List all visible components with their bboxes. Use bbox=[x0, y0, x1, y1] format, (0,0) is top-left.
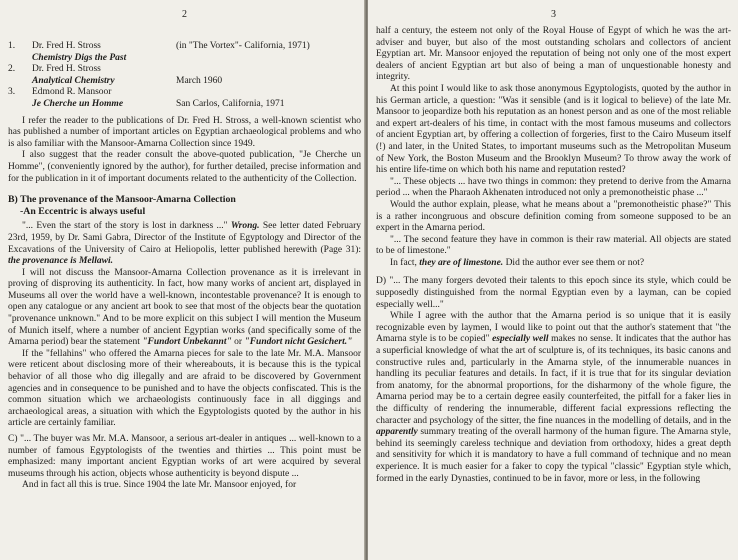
section-subheading: -An Eccentric is always useful bbox=[20, 205, 146, 217]
emphasis-text: they are of limestone. bbox=[419, 257, 504, 268]
paragraph: half a century, the esteem not only of the Royal House of Egypt of which he was the art-adviser and buyer, but also of the most outstanding scholars and collectors of ancient Egyptian art. Mr. Mansoor enjoyed the reputation of being not only one of the most expert dealers of ancient Egyptian art but also of being a man of unquestionable honesty and integrity. bbox=[376, 26, 731, 83]
paragraph-section-c: C) "... The buyer was Mr. M.A. Mansoor, a serious art-dealer in antiques ... well-known to a number of famous Egyptologists of the twenties and thirties ... This point must be emphasized: many important ancient Egyptian works of art were acquired by several museums through his action, objects whose authenticity is beyond dispute ... bbox=[8, 434, 361, 479]
reference-author: Dr. Fred H. Stross bbox=[32, 41, 101, 51]
paragraph bbox=[376, 258, 731, 270]
reference-author: Dr. Fred H. Stross bbox=[32, 64, 101, 75]
emphasis-text: Wrong. bbox=[230, 221, 260, 232]
reference-list bbox=[8, 41, 361, 111]
emphasis-text: "Fundort nicht Gesichert." bbox=[244, 337, 353, 348]
reference-source: San Carlos, California, 1971 bbox=[176, 98, 285, 109]
emphasis-text: especially well bbox=[492, 334, 549, 345]
paragraph: "... The second feature they have in common is their raw material. All objects are stated to be of limestone." bbox=[376, 234, 731, 257]
page-number: 2 bbox=[182, 9, 187, 20]
reference-item bbox=[8, 87, 361, 110]
section-heading: B) The provenance of the Mansoor-Amarna Collection bbox=[8, 194, 236, 206]
paragraph bbox=[8, 221, 361, 267]
body-text: or bbox=[234, 337, 243, 348]
reference-title: Je Cherche un Homme bbox=[32, 98, 124, 109]
reference-item bbox=[8, 64, 361, 87]
body-text: In fact, bbox=[390, 257, 417, 268]
reference-number: 2. bbox=[8, 64, 16, 75]
paragraph: And in fact all this is true. Since 1904 the late Mr. Mansoor enjoyed, for bbox=[22, 480, 297, 491]
quote-text: "... Even the start of the story is lost in darkness ..." bbox=[22, 221, 228, 232]
reference-author-title bbox=[32, 87, 176, 110]
paragraph bbox=[376, 311, 731, 485]
body-text: summary treating of the overall harmony of the human figure. The Amarna style, behind its seemingly careless technique and deviation from orthodoxy, hides a great depth and sensitivity for which it is mandatory to have a full command of technique and no mean experience. It is much easier for a faker to copy the typical "classic" Egyptian style which, formed in the early Dynasties, continued to be in favor, more or less, in the following bbox=[376, 427, 731, 484]
paragraph: I also suggest that the reader consult the above-quoted publication, "Je Cherche un Homme", (conveniently ignored by the author), for further detailed, precise information and for the publication in it of important documents related to the authenticity of the Collection. bbox=[8, 150, 361, 184]
right-page bbox=[368, 0, 738, 560]
left-page bbox=[0, 0, 365, 560]
reference-author-title bbox=[32, 41, 176, 64]
paragraph-section-d: D) "... The many forgers devoted their talents to this epoch since its style, which could be supposedly distinguished from the normal Egyptian even by a layman, can be copied especially well..." bbox=[376, 276, 731, 310]
reference-source: March 1960 bbox=[176, 75, 223, 86]
reference-author: Edmond R. Mansoor bbox=[32, 87, 112, 98]
body-text: See letter dated February 23rd, 1959, by Dr. Sami Gabra, Director of the Institute of Egyptology and Director of the Excavations of the University of Cairo at Heliopolis, letter published herewith (Page 31): bbox=[8, 221, 362, 255]
body-text: makes no sense. It indicates that the author has a superficial knowledge of what the art of sculpture is, of its techniques, its basic canons and constructive rules and, particularly in the Amarna style, of the innumerable nuances in handling its peculiar features and details. In fact, if it is true that for its singular deviation from anatomy, for the abnormal proportions, for the disharmony of the whole figure, the Amarna period may be to a certain degree easily counterfeited, the pitfall for a faker lies in the difficulty of rendering the innumerable, different facial expressions reflecting the character and psychology of the sitter, the fine nuances in the modelling of details, and in the bbox=[376, 334, 731, 426]
body-text: I will not discuss the Mansoor-Amarna Collection provenance as it is irrelevant in proving of disproving its authenticity. In fact, how many works of ancient art, displayed in Museums all over the world have a well-known, incontestable provenance? It is enough to open any catalogue or any ancient art book to see that most of the objects bear the quotation "provenance unknown." And to be more explicit on this subject I will mention the Museum of Munich itself, where a number of ancient Egyptian works (and specifically some of the Amarna period) bear the statement bbox=[8, 267, 361, 348]
body-text: Did the author ever see them or not? bbox=[505, 257, 645, 268]
page-number: 3 bbox=[551, 9, 556, 20]
emphasis-text: "Fundort Unbekannt" bbox=[142, 337, 232, 348]
reference-title: Analytical Chemistry bbox=[32, 75, 115, 86]
paragraph: I refer the reader to the publications of Dr. Fred H. Stross, a well-known scientist who has published a number of important articles on Egyptian archaeological problems and who is also familiar with the Mansoor-Amarna Collection since 1949. bbox=[8, 115, 361, 149]
paragraph: At this point I would like to ask those anonymous Egyptologists, quoted by the author in his German article, a question: "Was it sensible (and is it logical to believe) of the late Mr. Mansoor to jeopardize both his reputation as an honest person and as one of the most reliable and expert art-dealers of his time, in contact with the most famous museums and collectors of ancient Egyptian art, by offering a collection of forgeries, first to the Cairo Museum itself (!) and later, in the United States, to important museums such as the Metropolitan Museum of New York, the Boston Museum and the Brooklyn Museum? To throw away the work of his entire life-time on which both his name and reputation rested? bbox=[376, 83, 731, 176]
paragraph: Would the author explain, please, what he means about a "premonotheistic phase?" This is a rather incongruous and obscure definition coming from someone supposed to be an expert in the Amarna period. bbox=[376, 199, 731, 234]
reference-author-title bbox=[32, 64, 176, 87]
reference-number: 3. bbox=[8, 87, 16, 98]
paragraph bbox=[8, 268, 361, 349]
paragraph: "... These objects ... have two things in common: they pretend to derive from the Amarna period ... when the Pharaoh Akhenaten introduced not only a premonotheistic phase ..." bbox=[376, 176, 731, 199]
reference-number: 1. bbox=[8, 41, 16, 51]
emphasis-text: the provenance is Mellawi. bbox=[8, 256, 114, 267]
body-text: While I agree with the author that the Amarna period is so unique that it is easily recognizable even by laymen, I would like to point out that the author's statement that "the Amarna style is to be copied" bbox=[376, 311, 731, 345]
reference-title: Chemistry Digs the Past bbox=[32, 52, 127, 63]
paragraph: If the "fellahins" who offered the Amarna pieces for sale to the late Mr. M.A. Mansoor were reticent about disclosing more of their whereabouts, it is because this is the typical behavior of all those who dig illegally and are afraid to be discovered by Government agencies and in consequence to be punished and to have the objects confiscated. This is the common situation which we archaeologists continuously face in all diggings and archaeological areas, a situation with which the Egyptologists quoted by the author in his article are certainly familiar. bbox=[8, 348, 361, 429]
emphasis-text: apparently bbox=[376, 427, 418, 438]
reference-item bbox=[8, 41, 361, 64]
reference-source: (in "The Vortex"- California, 1971) bbox=[176, 41, 310, 51]
